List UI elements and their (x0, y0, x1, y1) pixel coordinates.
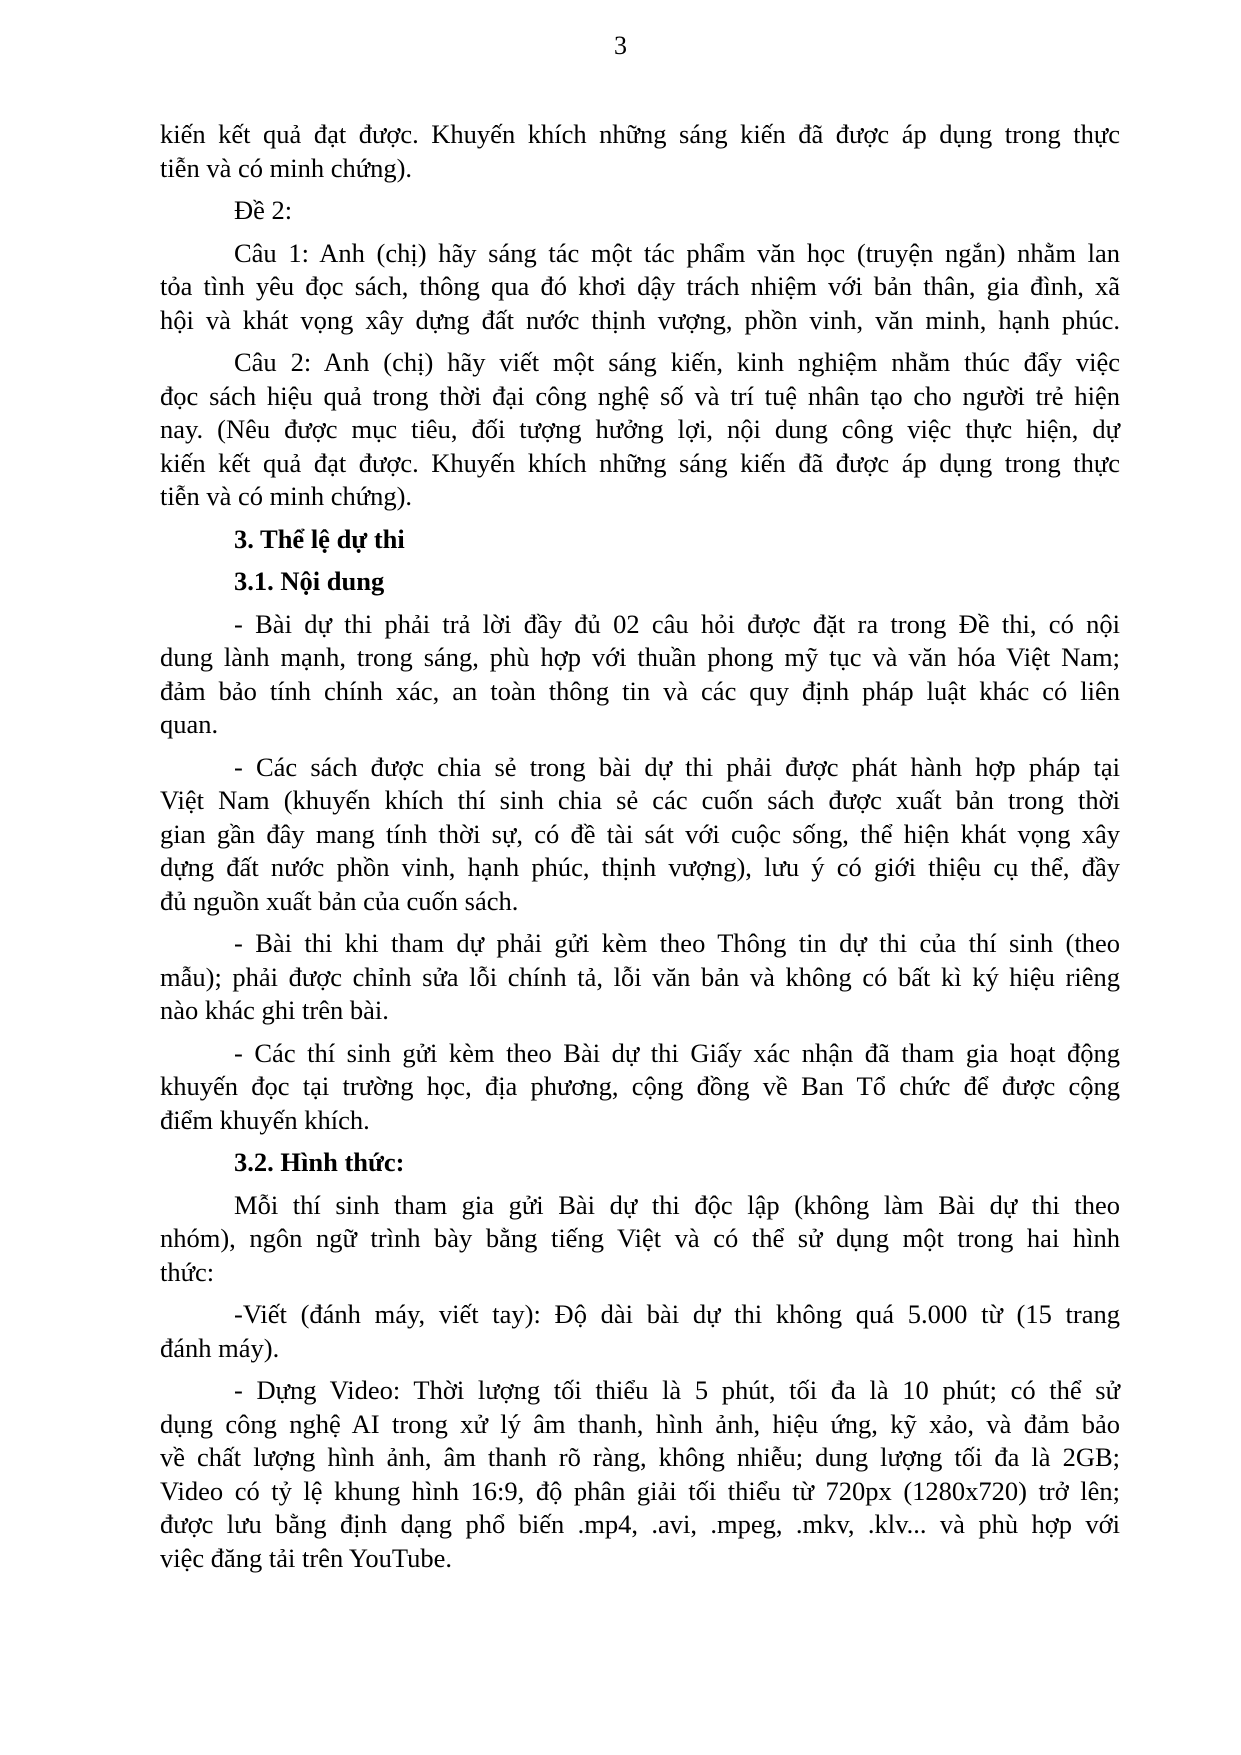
page-number: 3 (614, 31, 627, 60)
paragraph-cau-1 (160, 237, 1120, 338)
text-line: thức: (160, 1256, 215, 1287)
text-line: nhóm), ngôn ngữ trình bày bằng tiếng Việt và có thể sử dụng một trong hai hình (160, 1223, 1120, 1253)
paragraph-noi-dung-4 (160, 1037, 1120, 1138)
paragraph-hinh-thuc-2 (160, 1298, 1120, 1365)
text-line: dụng công nghệ AI trong xử lý âm thanh, hình ảnh, hiệu ứng, kỹ xảo, và đảm bảo (160, 1408, 1120, 1439)
text-line: tiễn và có minh chứng). (160, 152, 413, 183)
text-line: - Các thí sinh gửi kèm theo Bài dự thi Giấy xác nhận đã tham gia hoạt động (234, 1037, 1120, 1068)
text-line: đảm bảo tính chính xác, an toàn thông tin và các quy định pháp luật khác có liên (160, 675, 1120, 706)
paragraph-noi-dung-3 (160, 927, 1120, 1028)
text-line: Đề 2: (234, 195, 293, 225)
document-body (160, 118, 1120, 1584)
text-line: về chất lượng hình ảnh, âm thanh rõ ràng, không nhiễu; dung lượng tối đa là 2GB; (160, 1442, 1120, 1472)
text-line: Câu 2: Anh (chị) hãy viết một sáng kiến, kinh nghiệm nhằm thúc đẩy việc (234, 347, 1120, 377)
paragraph-de-2 (160, 194, 1120, 228)
text-line: tỏa tình yêu đọc sách, thông qua đó khơi dậy trách nhiệm với bản thân, gia đình, xã (160, 271, 1120, 301)
text-line: tiễn và có minh chứng). (160, 481, 413, 511)
text-line: mẫu); phải được chỉnh sửa lỗi chính tả, lỗi văn bản và không có bất kì ký hiệu riêng (160, 961, 1120, 992)
text-line: dựng đất nước phồn vinh, hạnh phúc, thịnh vượng), lưu ý có giới thiệu cụ thể, đầy (160, 852, 1120, 882)
text-line: dung lành mạnh, trong sáng, phù hợp với thuần phong mỹ tục và văn hóa Việt Nam; (160, 642, 1120, 672)
paragraph-hinh-thuc-1 (160, 1189, 1120, 1290)
section-heading-3: 3. Thể lệ dự thi (234, 523, 405, 554)
text-line: quan. (160, 709, 219, 739)
text-line: nay. (Nêu được mục tiêu, đối tượng hưởng lợi, nội dung công việc thực hiện, dự (160, 414, 1120, 444)
text-line: Câu 1: Anh (chị) hãy sáng tác một tác phẩm văn học (truyện ngắn) nhằm lan (234, 237, 1120, 268)
text-line: - Dựng Video: Thời lượng tối thiểu là 5 phút, tối đa là 10 phút; có thể sử (234, 1375, 1120, 1405)
text-line: đọc sách hiệu quả trong thời đại công nghệ số và trí tuệ nhân tạo cho người trẻ hiện (160, 380, 1120, 411)
text-line: việc đăng tải trên YouTube. (160, 1542, 452, 1573)
text-line: hội và khát vọng xây dựng đất nước thịnh vượng, phồn vinh, văn minh, hạnh phúc. (160, 304, 1120, 335)
text-line: được lưu bằng định dạng phổ biến .mp4, .avi, .mpeg, .mkv, .klv... và phù hợp với (160, 1509, 1120, 1539)
text-line: -Viết (đánh máy, viết tay): Độ dài bài dự thi không quá 5.000 từ (15 trang (234, 1299, 1120, 1329)
text-line: kiến kết quả đạt được. Khuyến khích những sáng kiến đã được áp dụng trong thực (160, 447, 1120, 478)
text-line: Mỗi thí sinh tham gia gửi Bài dự thi độc lập (không làm Bài dự thi theo (234, 1189, 1120, 1220)
paragraph-noi-dung-2 (160, 751, 1120, 919)
text-line: - Bài dự thi phải trả lời đầy đủ 02 câu hỏi được đặt ra trong Đề thi, có nội (234, 608, 1120, 639)
paragraph-noi-dung-1 (160, 608, 1120, 742)
text-line: kiến kết quả đạt được. Khuyến khích những sáng kiến đã được áp dụng trong thực (160, 119, 1120, 149)
section-heading-3-2: 3.2. Hình thức: (234, 1147, 405, 1177)
text-line: gian gần đây mang tính thời sự, có đề tài sát với cuộc sống, thể hiện khát vọng xây (160, 818, 1120, 849)
paragraph-hinh-thuc-3 (160, 1374, 1120, 1575)
text-line: đánh máy). (160, 1332, 280, 1363)
text-line: - Các sách được chia sẻ trong bài dự thi phải được phát hành hợp pháp tại (234, 751, 1120, 782)
paragraph-continuation (160, 118, 1120, 185)
text-line: khuyến đọc tại trường học, địa phương, cộng đồng về Ban Tổ chức để được cộng (160, 1071, 1120, 1101)
text-line: - Bài thi khi tham dự phải gửi kèm theo Thông tin dự thi của thí sinh (theo (234, 928, 1120, 958)
text-line: điểm khuyến khích. (160, 1104, 370, 1135)
paragraph-cau-2 (160, 346, 1120, 514)
text-line: nào khác ghi trên bài. (160, 995, 389, 1025)
text-line: Video có tỷ lệ khung hình 16:9, độ phân giải tối thiểu từ 720px (1280x720) trở lên; (160, 1475, 1120, 1506)
text-line: đủ nguồn xuất bản của cuốn sách. (160, 885, 519, 916)
text-line: Việt Nam (khuyến khích thí sinh chia sẻ các cuốn sách được xuất bản trong thời (160, 785, 1120, 815)
section-heading-3-1: 3.1. Nội dung (234, 566, 385, 596)
